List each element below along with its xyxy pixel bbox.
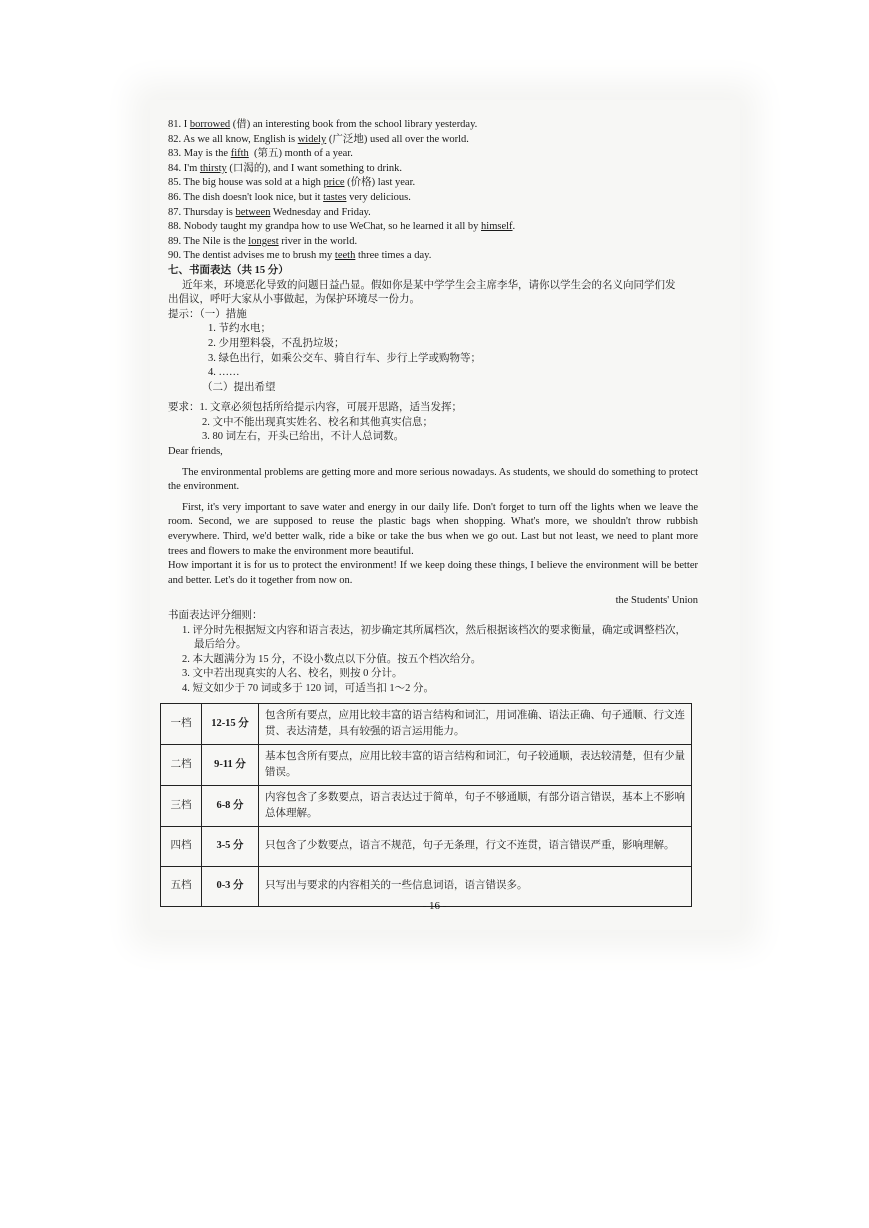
answer-line [168,220,698,235]
description-cell: 包含所有要点，应用比较丰富的语言结构和词汇，用词准确、语法正确、句子通顺、行文连贯、表达清楚，具有较强的语言运用能力。 [259,703,692,744]
hint-label-2: （二）提出希望 [202,381,276,393]
scoring-table [160,703,692,907]
answer-suffix: (广泛地) used all over the world. [326,133,469,145]
answer-suffix: Wednesday and Friday. [270,206,371,218]
answer-word: widely [297,133,327,145]
requirement-label: 要求：1. 文章必须包括所给提示内容，可展开思路，适当发挥； [168,402,462,414]
page-number: - 16 - [422,900,447,912]
description-cell: 只包含了少数要点，语言不规范，句子无条理，行文不连贯，语言错误严重，影响理解。 [259,826,692,866]
answer-suffix: three times a day. [355,250,432,262]
essay-greeting: Dear friends, [168,446,223,458]
score-cell: 6-8 分 [202,785,259,826]
answer-suffix: very delicious. [346,191,411,203]
hint-item: 4. …… [208,367,240,379]
hint-item: 2. 少用塑料袋，不乱扔垃圾； [208,337,345,349]
answer-line [168,206,698,221]
answer-line [168,176,698,191]
requirement-item: 2. 文中不能出现真实姓名、校名和其他真实信息； [202,416,433,428]
hint-label: 提示：（一）措施 [168,308,247,320]
answer-suffix: (价格) last year. [344,177,416,189]
answer-word: fifth [230,148,249,160]
answer-suffix: (第五) month of a year. [248,148,353,160]
answer-suffix: river in the world. [278,235,358,247]
scoring-title: 书面表达评分细则： [168,610,263,621]
scoring-rule: 2. 本大题满分为 15 分，不设小数点以下分值。按五个档次给分。 [182,653,482,665]
answer-line [168,162,698,177]
scoring-rule: 1. 评分时先根据短文内容和语言表达，初步确定其所属档次，然后根据该档次的要求衡量，确定或调整档次， [182,624,686,636]
level-cell: 一档 [161,703,202,744]
level-cell: 二档 [161,744,202,785]
essay-paragraph-3: How important it is for us to protect the environment! If we keep doing these things, I believe the environment will be better and better. Let's do it together from now on. [168,560,698,586]
answer-line [168,133,698,148]
answer-word: thirsty [199,162,227,174]
answer-word: borrowed [189,119,231,130]
level-cell: 四档 [161,826,202,866]
answer-word: price [323,177,345,189]
scoring-rule-continued: 最后给分。 [194,639,247,651]
answer-word: longest [248,235,279,247]
answer-suffix: (口渴的), and I want something to drink. [226,162,403,174]
answer-line [168,118,698,133]
prompt-intro-line1: 近年来，环境恶化导致的问题日益凸显。假如你是某中学学生会主席李华，请你以学生会的名义向同学们发 [182,279,676,291]
answer-line [168,191,698,206]
table-row [161,826,692,866]
answer-suffix: . [512,221,516,233]
essay-paragraph-2: First, it's very important to save water and energy in our daily life. Don't forget to turn off the lights when we leave the room. Second, we are supposed to reuse the plastic bags when shopping. What's more, we shouldn't throw rubbish everywhere. Third, we'd better walk, ride a bike or take the bus when we go out. Last but not least, we need to plant more trees and flowers to make the environment more beautiful. [168,501,698,557]
score-cell: 3-5 分 [202,826,259,866]
answer-prefix: 85. The big house was sold at a high [168,177,324,189]
answer-word: teeth [334,250,356,262]
answer-list [168,118,698,264]
hint-item: 1. 节约水电； [208,323,271,335]
answer-line [168,235,698,250]
description-cell: 基本包含所有要点，应用比较丰富的语言结构和词汇，句子较通顺，表达较清楚，但有少量错误。 [259,744,692,785]
section-title: 七、书面表达（共 15 分） [168,264,289,276]
answer-prefix: 81. I [168,119,190,130]
answer-suffix: (借) an interesting book from the school library yesterday. [230,119,478,130]
answer-word: himself [481,221,513,233]
description-cell: 内容包含了多数要点，语言表达过于简单，句子不够通顺，有部分语言错误，基本上不影响总体理解。 [259,785,692,826]
level-cell: 五档 [161,866,202,906]
answer-prefix: 84. I'm [168,162,200,174]
answer-line [168,147,698,162]
description-cell: 只写出与要求的内容相关的一些信息词语，语言错误多。 [259,866,692,906]
score-cell: 0-3 分 [202,866,259,906]
answer-prefix: 86. The dish doesn't look nice, but it [168,191,324,203]
score-cell: 12-15 分 [202,703,259,744]
score-cell: 9-11 分 [202,744,259,785]
answer-prefix: 88. Nobody taught my grandpa how to use WeChat, so he learned it all by [168,221,482,233]
requirement-item: 3. 80 词左右，开头已给出，不计人总词数。 [202,431,405,443]
level-cell: 三档 [161,785,202,826]
scoring-rule: 3. 文中若出现真实的人名、校名，则按 0 分计。 [182,668,403,680]
essay-paragraph-1: The environmental problems are getting more and more serious nowadays. As students, we should do something to protect the environment. [168,466,698,493]
hint-item: 3. 绿色出行，如乘公交车、骑自行车、步行上学或购物等； [208,352,481,364]
answer-prefix: 82. As we all know, English is [168,133,298,145]
answer-word: tastes [323,191,347,203]
scoring-rule: 4. 短文如少于 70 词或多于 120 词，可适当扣 1～2 分。 [182,682,434,694]
answer-prefix: 89. The Nile is the [168,235,249,247]
essay-signature: the Students' Union [615,595,698,607]
answer-word: between [235,206,271,218]
answer-prefix: 83. May is the [168,148,231,160]
table-row [161,703,692,744]
table-row [161,785,692,826]
document-body [168,118,698,907]
answer-line [168,249,698,264]
table-row [161,744,692,785]
prompt-intro-line2: 出倡议，呼吁大家从小事做起，为保护环境尽一份力。 [168,294,420,306]
answer-prefix: 90. The dentist advises me to brush my [168,250,335,262]
answer-prefix: 87. Thursday is [168,206,236,218]
